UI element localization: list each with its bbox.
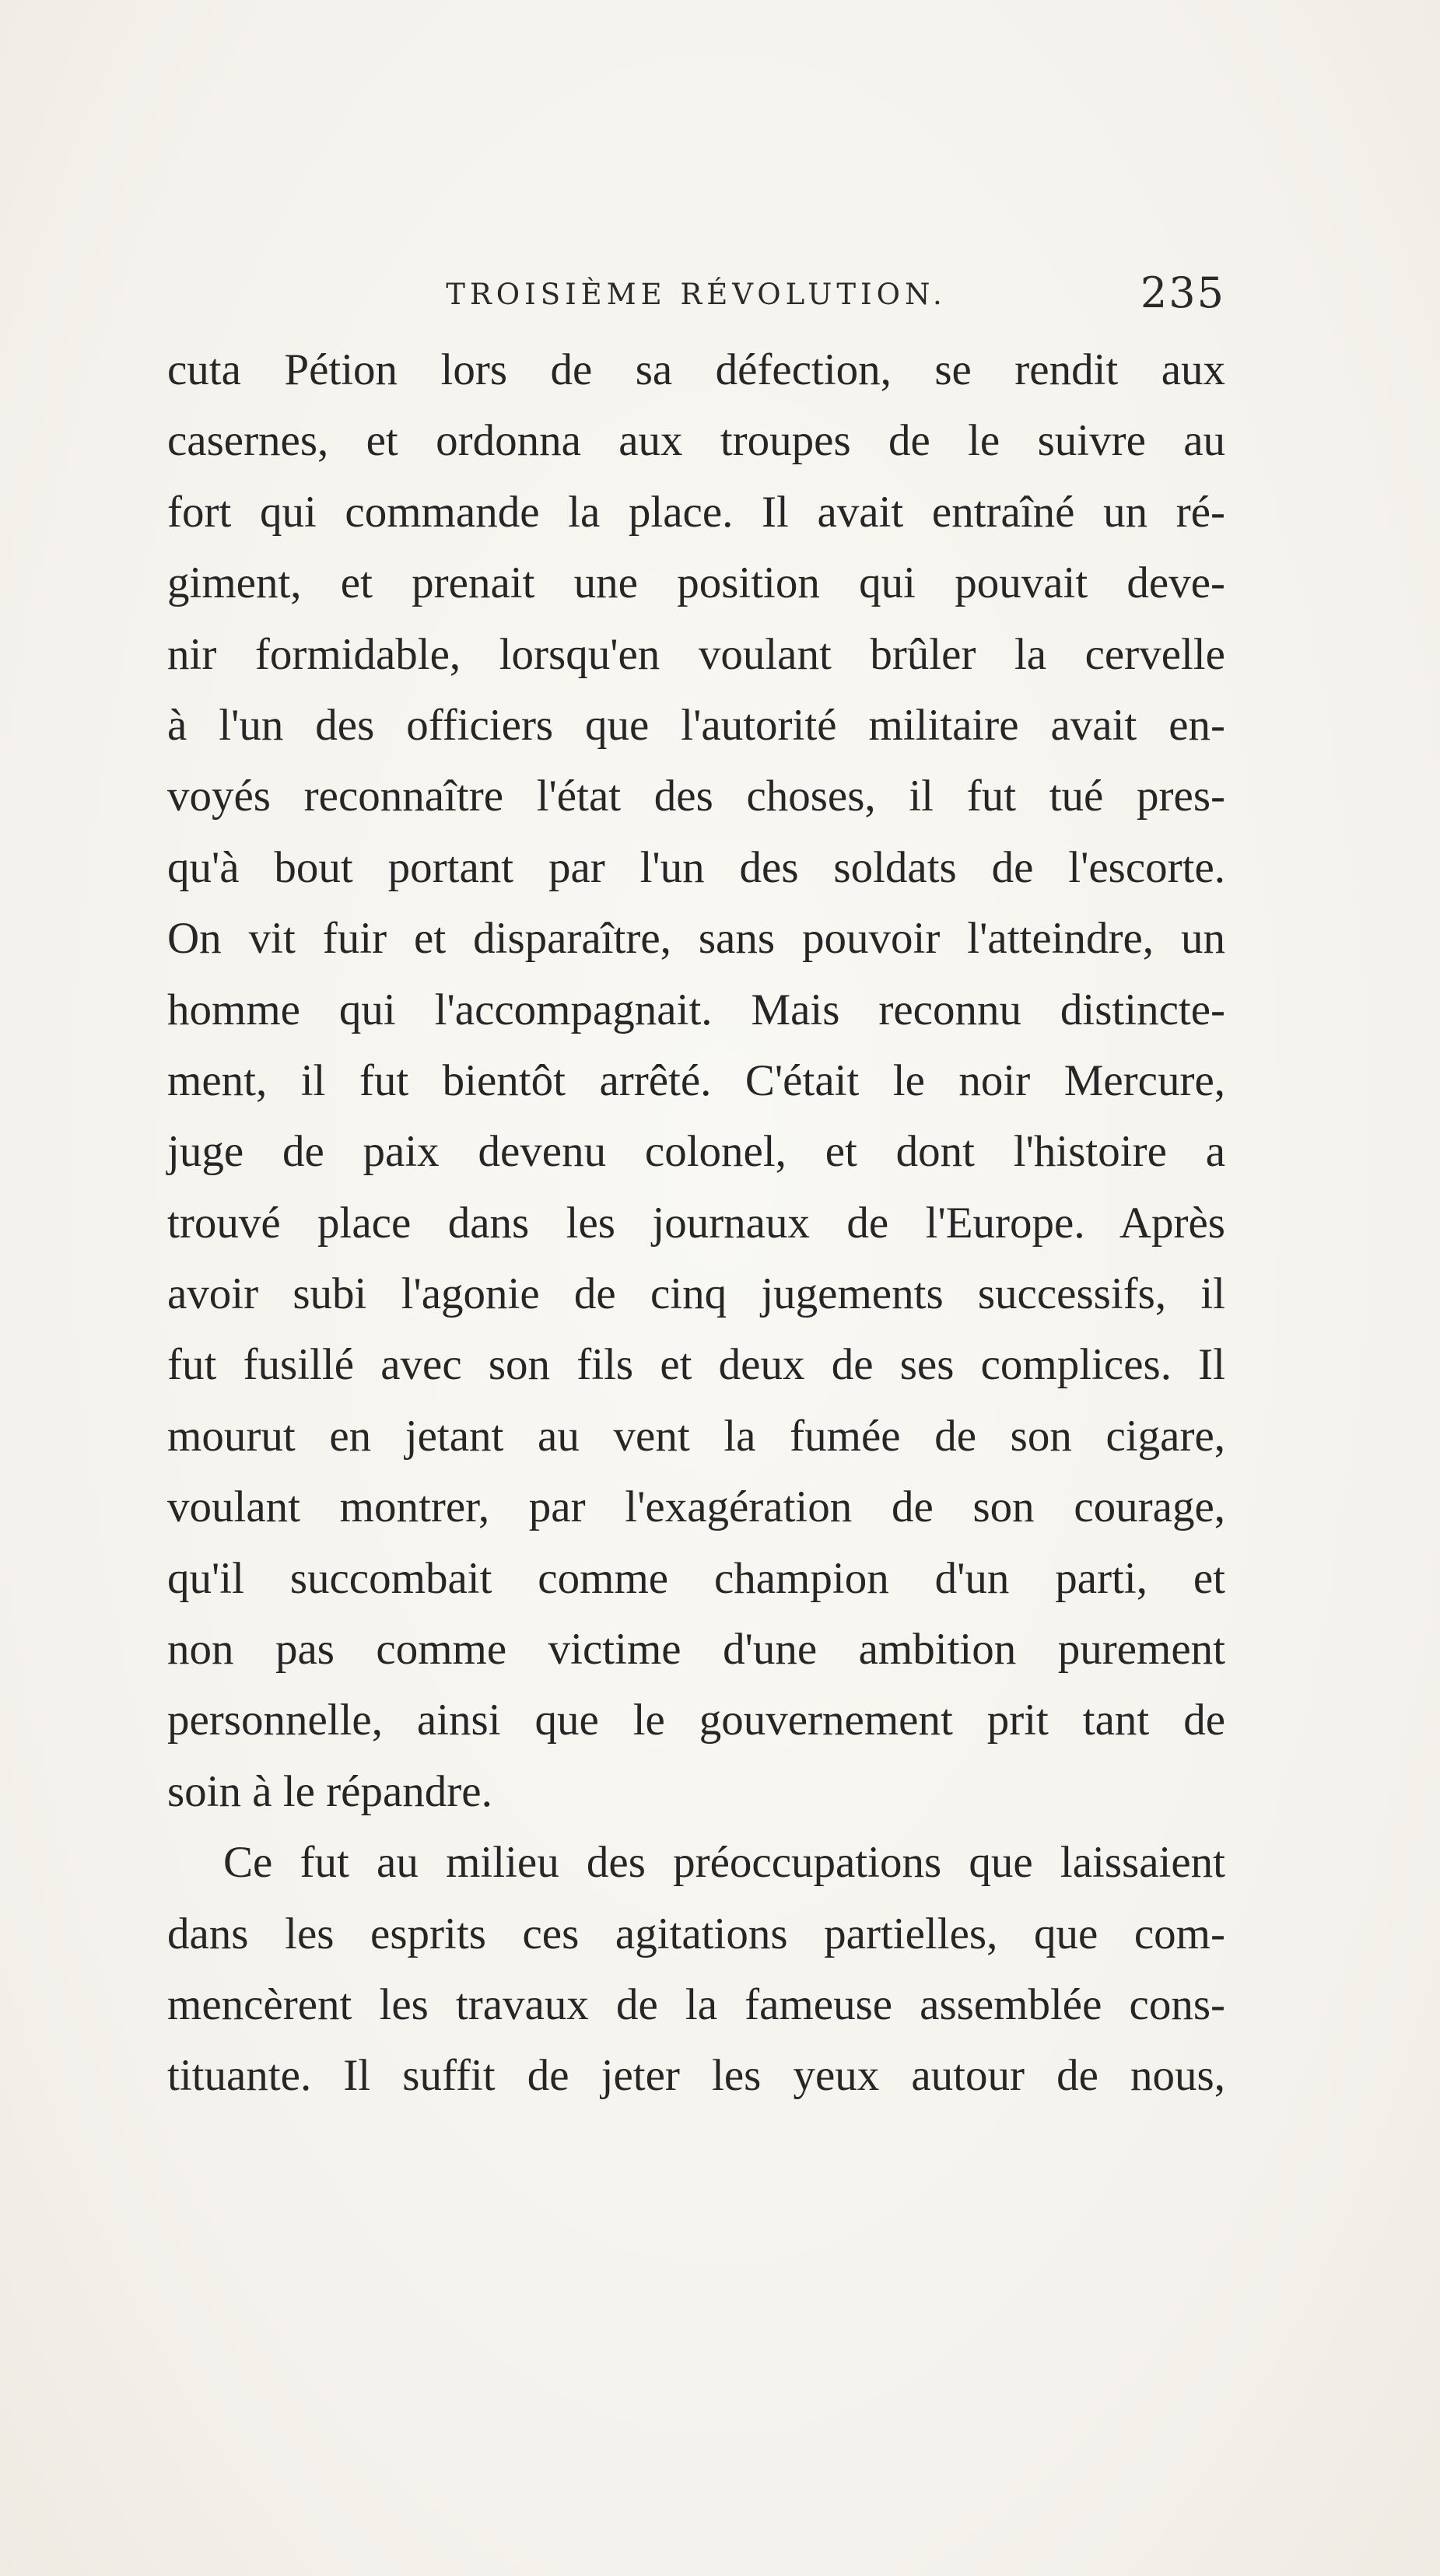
text-line: à l'un des officiers que l'autorité militaire avait en- <box>167 700 1225 750</box>
text-line: tituante. Il suffit de jeter les yeux autour de nous, <box>167 2051 1225 2101</box>
text-line: fut fusillé avec son fils et deux de ses complices. Il <box>167 1340 1225 1390</box>
text-line: qu'il succombait comme champion d'un parti, et <box>167 1553 1225 1603</box>
text-line: homme qui l'accompagnait. Mais reconnu distincte- <box>167 985 1225 1034</box>
text-line: voulant montrer, par l'exagération de son courage, <box>167 1482 1225 1532</box>
text-line: qu'à bout portant par l'un des soldats de l'escorte. <box>167 842 1225 892</box>
text-line: dans les esprits ces agitations partielles, que com- <box>167 1909 1225 1958</box>
text-line: nir formidable, lorsqu'en voulant brûler la cervelle <box>167 629 1225 679</box>
text-line: avoir subi l'agonie de cinq jugements successifs, il <box>167 1269 1225 1319</box>
paragraph-start-line: Ce fut au milieu des préoccupations que laissaient <box>223 1838 1225 1888</box>
text-line: non pas comme victime d'une ambition purement <box>167 1625 1225 1675</box>
text-line: casernes, et ordonna aux troupes de le suivre au <box>167 416 1225 466</box>
text-line: voyés reconnaître l'état des choses, il fut tué pres- <box>167 772 1225 821</box>
page-number: 235 <box>1140 268 1225 317</box>
paragraph-end-line: soin à le répandre. <box>167 1766 492 1816</box>
text-line: mourut en jetant au vent la fumée de son cigare, <box>167 1411 1225 1461</box>
running-head <box>167 268 1225 323</box>
text-line: mencèrent les travaux de la fameuse assemblée cons- <box>167 1979 1225 2029</box>
text-line: giment, et prenait une position qui pouvait deve- <box>167 558 1225 608</box>
running-title: TROISIÈME RÉVOLUTION. <box>446 278 947 311</box>
body-text <box>167 334 1225 2112</box>
text-line: On vit fuir et disparaître, sans pouvoir l'atteindre, un <box>167 914 1225 964</box>
text-line: juge de paix devenu colonel, et dont l'histoire a <box>167 1127 1225 1177</box>
text-line: fort qui commande la place. Il avait entraîné un ré- <box>167 487 1225 537</box>
text-line: trouvé place dans les journaux de l'Europe. Après <box>167 1198 1225 1248</box>
text-line: ment, il fut bientôt arrêté. C'était le noir Mercure, <box>167 1055 1225 1105</box>
text-line: cuta Pétion lors de sa défection, se rendit aux <box>167 345 1225 394</box>
text-line: personnelle, ainsi que le gouvernement prit tant de <box>167 1696 1225 1745</box>
